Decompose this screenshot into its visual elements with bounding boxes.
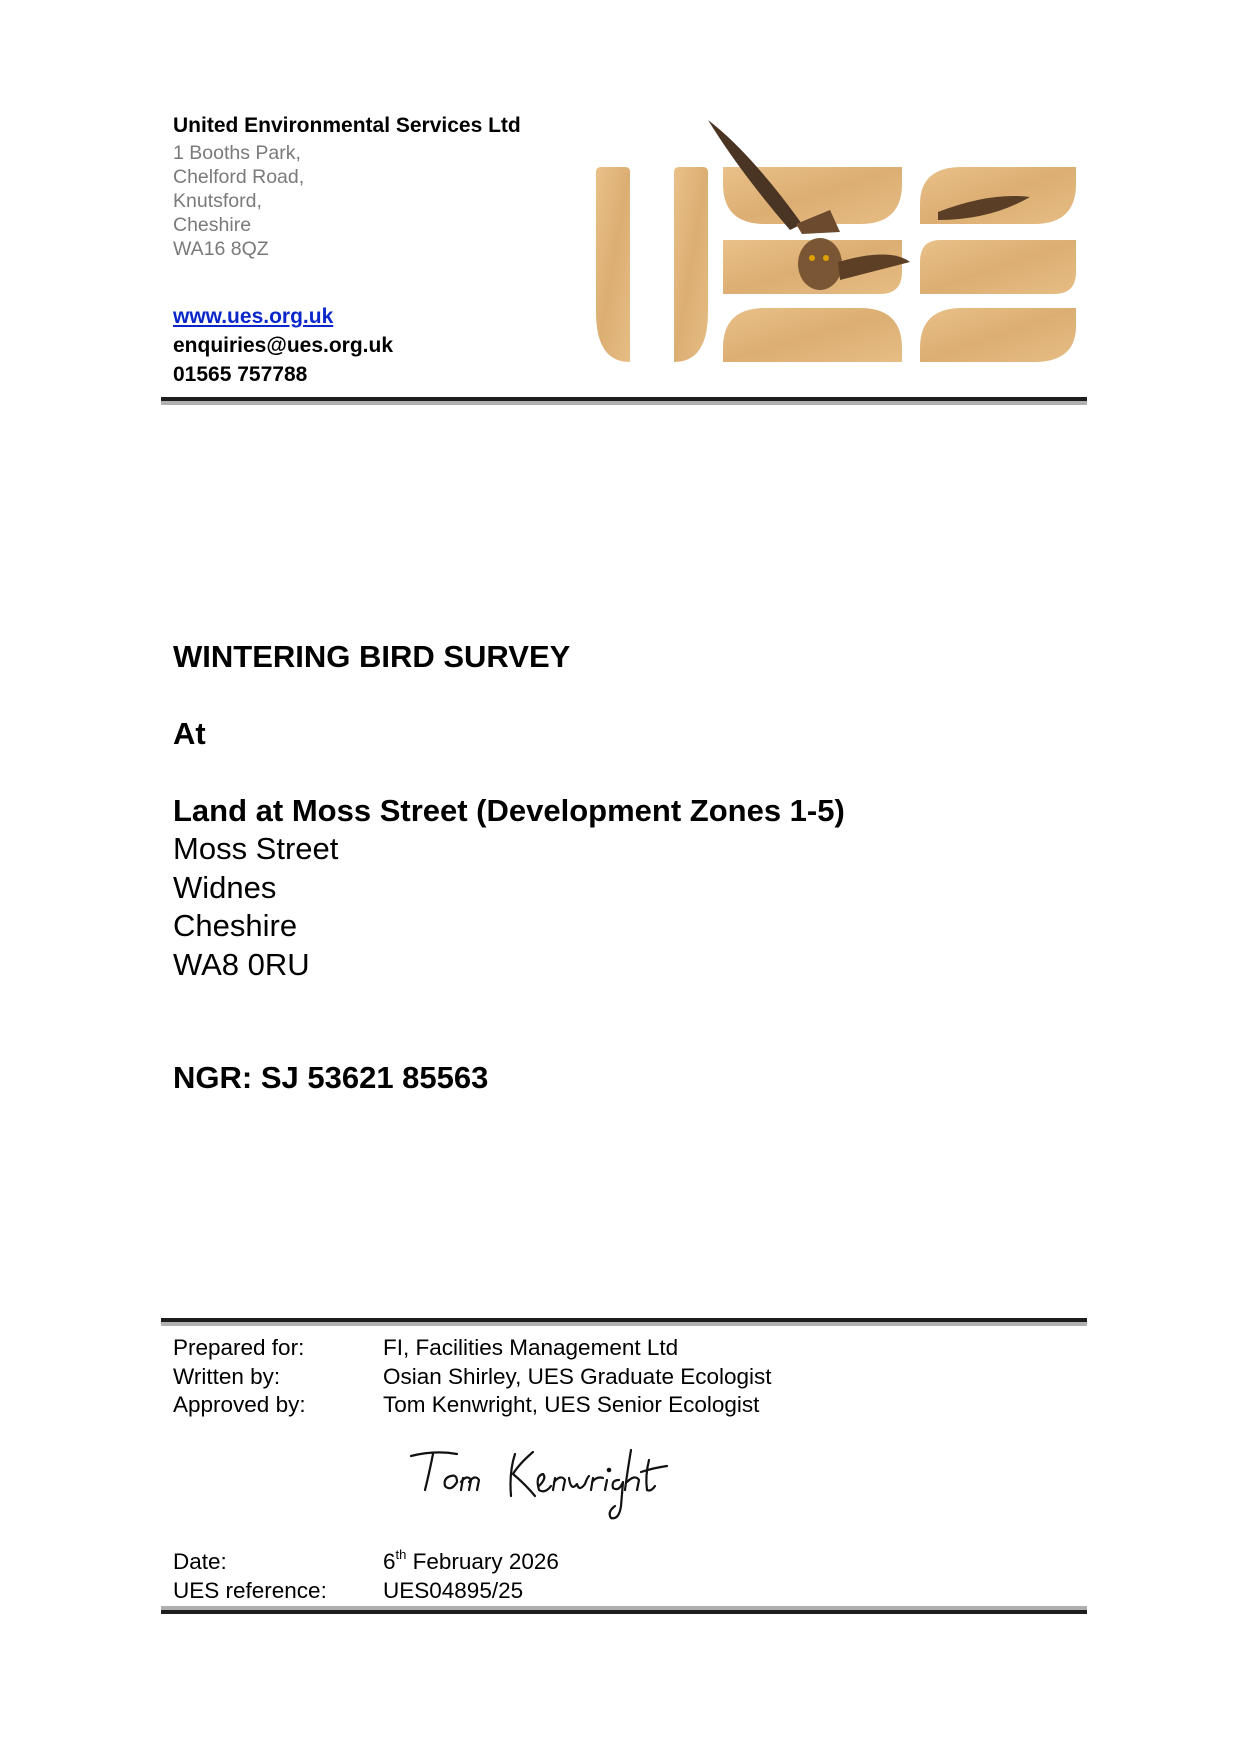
- signature: [405, 1440, 725, 1530]
- company-name: United Environmental Services Ltd: [173, 114, 521, 137]
- phone-number: 01565 757788: [173, 363, 308, 386]
- email-address: enquiries@ues.org.uk: [173, 334, 394, 357]
- site-address-line: Widnes: [173, 869, 277, 905]
- address-line: WA16 8QZ: [173, 238, 269, 260]
- company-address: [173, 141, 304, 261]
- reference-value: UES04895/25: [383, 1577, 524, 1603]
- details-divider-bottom: [161, 1606, 1087, 1614]
- date-day: 6: [383, 1549, 396, 1574]
- date-labels: [173, 1548, 327, 1605]
- ues-logo: [590, 112, 1080, 368]
- site-name: Land at Moss Street (Development Zones 1-5): [173, 793, 845, 828]
- written-by-value: Osian Shirley, UES Graduate Ecologist: [383, 1363, 772, 1389]
- date-value: [383, 1548, 559, 1577]
- grid-reference: NGR: SJ 53621 85563: [173, 1060, 489, 1095]
- report-title: WINTERING BIRD SURVEY: [173, 639, 571, 674]
- site-address-line: Moss Street: [173, 831, 339, 866]
- date-rest: February 2026: [406, 1549, 559, 1574]
- reference-label: UES reference:: [173, 1577, 327, 1603]
- date-suffix: th: [395, 1546, 407, 1562]
- approved-by-value: Tom Kenwright, UES Senior Ecologist: [383, 1392, 760, 1417]
- approved-by-label: Approved by:: [173, 1392, 306, 1417]
- address-line: 1 Booths Park,: [173, 142, 301, 164]
- website-link[interactable]: www.ues.org.uk: [173, 305, 334, 328]
- prepared-for-label: Prepared for:: [173, 1335, 305, 1360]
- written-by-label: Written by:: [173, 1363, 281, 1389]
- site-address-line: Cheshire: [173, 908, 298, 943]
- details-labels: [173, 1334, 306, 1420]
- address-line: Cheshire: [173, 214, 252, 236]
- site-address-line: WA8 0RU: [173, 946, 310, 982]
- site-address: [173, 830, 338, 984]
- header-divider: [161, 397, 1087, 405]
- date-values: [383, 1548, 559, 1605]
- date-label: Date:: [173, 1549, 227, 1574]
- details-values: [383, 1334, 772, 1420]
- report-at: At: [173, 716, 206, 751]
- address-line: Knutsford,: [173, 190, 262, 212]
- address-line: Chelford Road,: [173, 166, 305, 188]
- prepared-for-value: FI, Facilities Management Ltd: [383, 1335, 679, 1360]
- details-divider-top: [161, 1318, 1087, 1326]
